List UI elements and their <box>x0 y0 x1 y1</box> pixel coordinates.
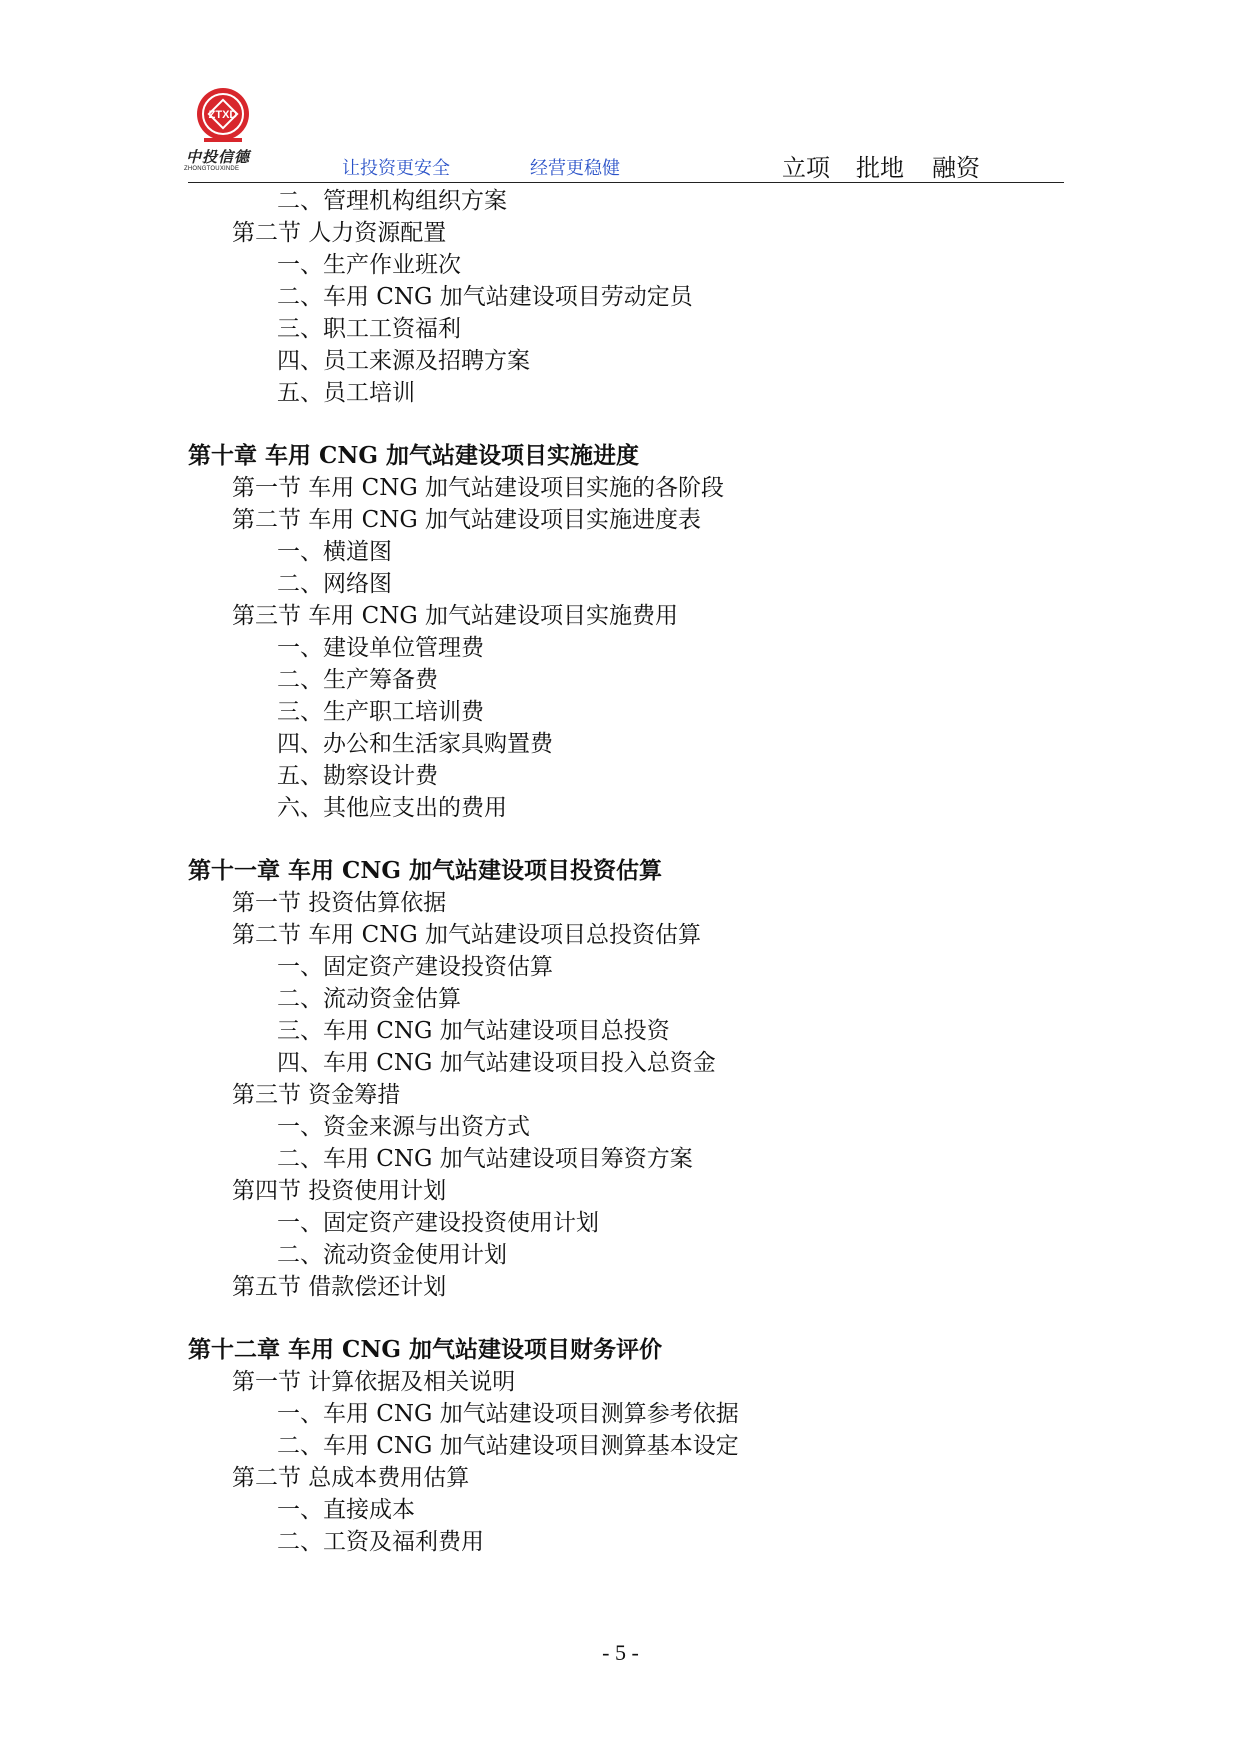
page-header <box>0 0 1241 185</box>
toc-item: 五、勘察设计费 <box>277 763 438 789</box>
header-divider <box>188 182 1064 183</box>
toc-item: 二、流动资金估算 <box>277 986 461 1012</box>
toc-item: 二、流动资金使用计划 <box>277 1242 507 1268</box>
toc-item: 四、办公和生活家具购置费 <box>277 731 553 757</box>
company-logo <box>184 86 258 176</box>
slogan-right: 经营更稳健 <box>530 158 620 179</box>
toc-section: 第三节 车用 CNG 加气站建设项目实施费用 <box>232 603 679 629</box>
toc-item: 四、车用 CNG 加气站建设项目投入总资金 <box>277 1050 716 1076</box>
logo-text-cn: 中投信德 <box>186 148 251 166</box>
service-item: 融资 <box>932 154 980 182</box>
toc-item: 一、车用 CNG 加气站建设项目测算参考依据 <box>277 1401 739 1427</box>
toc-item: 四、员工来源及招聘方案 <box>277 348 530 374</box>
toc-section: 第二节 车用 CNG 加气站建设项目实施进度表 <box>232 507 702 533</box>
toc-item: 二、车用 CNG 加气站建设项目测算基本设定 <box>277 1433 739 1459</box>
toc-section: 第二节 总成本费用估算 <box>232 1465 470 1491</box>
toc-item: 六、其他应支出的费用 <box>277 795 507 821</box>
service-item: 立项 <box>782 154 830 182</box>
toc-item: 一、建设单位管理费 <box>277 635 484 661</box>
toc-chapter: 第十二章 车用 CNG 加气站建设项目财务评价 <box>188 1336 662 1363</box>
page-number: - 5 - <box>602 1640 639 1665</box>
logo-emblem-text: ZTXD <box>208 109 238 121</box>
toc-section: 第五节 借款偿还计划 <box>232 1274 447 1300</box>
toc-item: 二、车用 CNG 加气站建设项目劳动定员 <box>277 284 693 310</box>
toc-section: 第四节 投资使用计划 <box>232 1178 447 1204</box>
toc-section: 第一节 车用 CNG 加气站建设项目实施的各阶段 <box>232 475 725 501</box>
toc-section: 第二节 人力资源配置 <box>232 220 447 246</box>
toc-item: 二、车用 CNG 加气站建设项目筹资方案 <box>277 1146 693 1172</box>
toc-item: 五、员工培训 <box>277 380 415 406</box>
toc-section: 第三节 资金筹措 <box>232 1082 401 1108</box>
toc-item: 三、生产职工培训费 <box>277 699 484 725</box>
toc-item: 二、工资及福利费用 <box>277 1529 484 1555</box>
logo-text-en: ZHONGTOUXINDE <box>184 166 240 172</box>
toc-item: 一、固定资产建设投资估算 <box>277 954 553 980</box>
service-item: 批地 <box>856 154 904 182</box>
toc-item: 一、横道图 <box>277 539 392 565</box>
toc-item: 一、固定资产建设投资使用计划 <box>277 1210 599 1236</box>
toc-chapter: 第十章 车用 CNG 加气站建设项目实施进度 <box>188 442 639 469</box>
toc-item: 三、车用 CNG 加气站建设项目总投资 <box>277 1018 670 1044</box>
toc-section: 第二节 车用 CNG 加气站建设项目总投资估算 <box>232 922 702 948</box>
logo-emblem-icon <box>188 86 258 148</box>
toc-item: 二、生产筹备费 <box>277 667 438 693</box>
toc-item: 三、职工工资福利 <box>277 316 461 342</box>
toc-item: 一、生产作业班次 <box>277 252 461 278</box>
toc-item: 一、直接成本 <box>277 1497 415 1523</box>
toc-section: 第一节 投资估算依据 <box>232 890 447 916</box>
toc-item: 一、资金来源与出资方式 <box>277 1114 530 1140</box>
toc-item: 二、网络图 <box>277 571 392 597</box>
toc-section: 第一节 计算依据及相关说明 <box>232 1369 516 1395</box>
slogan-left: 让投资更安全 <box>342 158 450 179</box>
toc-chapter: 第十一章 车用 CNG 加气站建设项目投资估算 <box>188 857 662 884</box>
toc-item: 二、管理机构组织方案 <box>277 188 507 214</box>
